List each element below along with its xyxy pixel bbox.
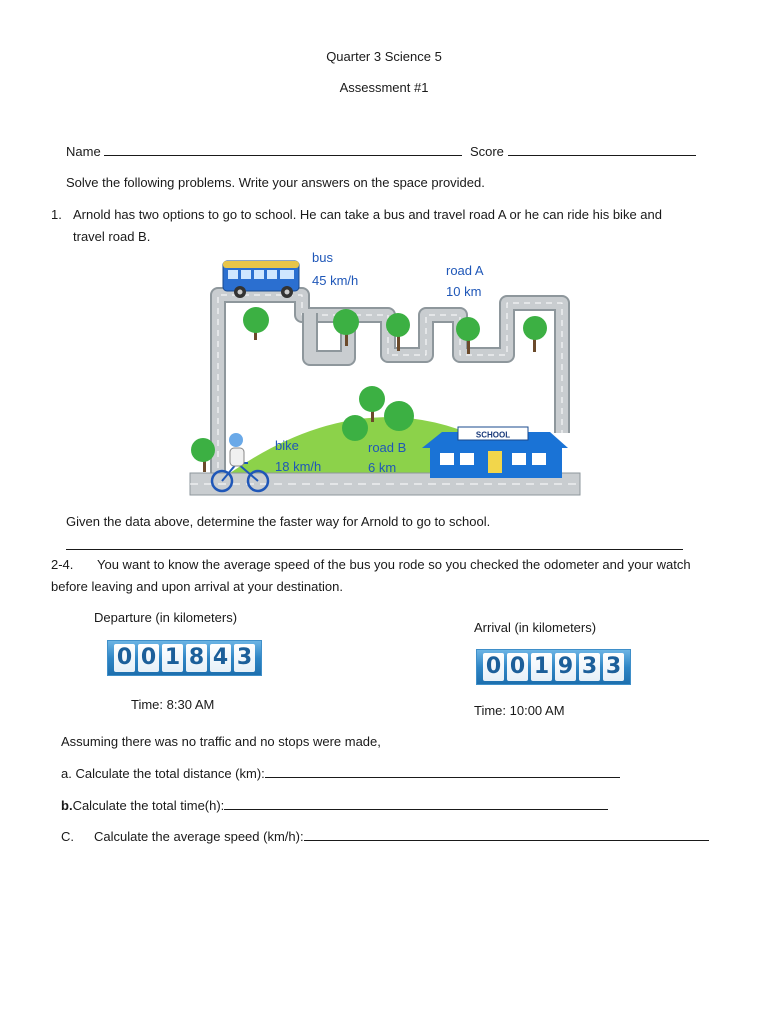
odometer-digit: 1 xyxy=(162,644,183,672)
bike-label: bike xyxy=(275,438,299,453)
departure-label: Departure (in kilometers) xyxy=(94,610,238,625)
bike-speed: 18 km/h xyxy=(275,459,322,474)
odometer-digit: 0 xyxy=(483,653,504,681)
q2-text-line1: You want to know the average speed of the bus you rode so you checked the odometer and your watch xyxy=(97,557,691,572)
odometer-digit: 0 xyxy=(114,644,135,672)
document-subtitle: Assessment #1 xyxy=(339,80,429,95)
road-a-distance: 10 km xyxy=(446,284,482,299)
part-b-text: Calculate the total time(h): xyxy=(72,798,225,813)
q1-number: 1. xyxy=(51,207,62,222)
score-label: Score xyxy=(469,144,504,159)
odometer-digit: 8 xyxy=(186,644,207,672)
arrival-label: Arrival (in kilometers) xyxy=(474,620,597,635)
name-score-row xyxy=(66,143,696,159)
q1-prompt: Given the data above, determine the faster way for Arnold to go to school. xyxy=(66,514,491,529)
part-c-marker: C. xyxy=(61,829,74,844)
arrival-time: Time: 10:00 AM xyxy=(474,703,565,718)
part-b-blank[interactable] xyxy=(224,797,608,810)
assumption-text: Assuming there was no traffic and no stops were made, xyxy=(61,734,381,749)
part-b-marker: b. xyxy=(61,798,73,813)
odometer-digit: 3 xyxy=(603,653,624,681)
odometer-digit: 9 xyxy=(555,653,576,681)
part-b-row xyxy=(61,797,608,813)
part-c-blank[interactable] xyxy=(304,828,709,841)
q1-text-line1: Arnold has two options to go to school. He can take a bus and travel road A or he can ride his bike and xyxy=(73,207,662,222)
road-a-label: road A xyxy=(446,263,484,278)
bus-label: bus xyxy=(312,250,333,265)
instructions: Solve the following problems. Write your answers on the space provided. xyxy=(66,175,485,190)
departure-odometer xyxy=(107,640,262,676)
name-label: Name xyxy=(66,144,101,159)
q2-text-line2: before leaving and upon arrival at your destination. xyxy=(51,579,343,594)
q1-answer-blank[interactable] xyxy=(66,537,683,550)
part-a-row xyxy=(61,765,620,781)
odometer-digit: 1 xyxy=(531,653,552,681)
part-c-text: Calculate the average speed (km/h): xyxy=(94,829,304,844)
odometer-digit: 4 xyxy=(210,644,231,672)
school-icon xyxy=(422,427,568,478)
part-a-text: a. Calculate the total distance (km): xyxy=(61,766,265,781)
road-b-label: road B xyxy=(368,440,407,455)
part-c-row xyxy=(61,828,709,844)
q1-text-line2: travel road B. xyxy=(73,229,151,244)
arrival-odometer xyxy=(476,649,631,685)
odometer-digit: 0 xyxy=(138,644,159,672)
odometer-digit: 0 xyxy=(507,653,528,681)
name-blank[interactable] xyxy=(104,143,462,156)
document-title: Quarter 3 Science 5 xyxy=(326,49,442,64)
odometer-digit: 3 xyxy=(579,653,600,681)
score-blank[interactable] xyxy=(508,143,696,156)
school-sign-text: SCHOOL xyxy=(475,430,511,440)
part-a-blank[interactable] xyxy=(265,765,620,778)
route-illustration xyxy=(190,250,580,498)
road-b-distance: 6 km xyxy=(368,460,397,475)
odometer-digit: 3 xyxy=(234,644,255,672)
q2-number: 2-4. xyxy=(51,557,74,572)
bus-speed: 45 km/h xyxy=(312,273,359,288)
departure-time: Time: 8:30 AM xyxy=(131,697,215,712)
